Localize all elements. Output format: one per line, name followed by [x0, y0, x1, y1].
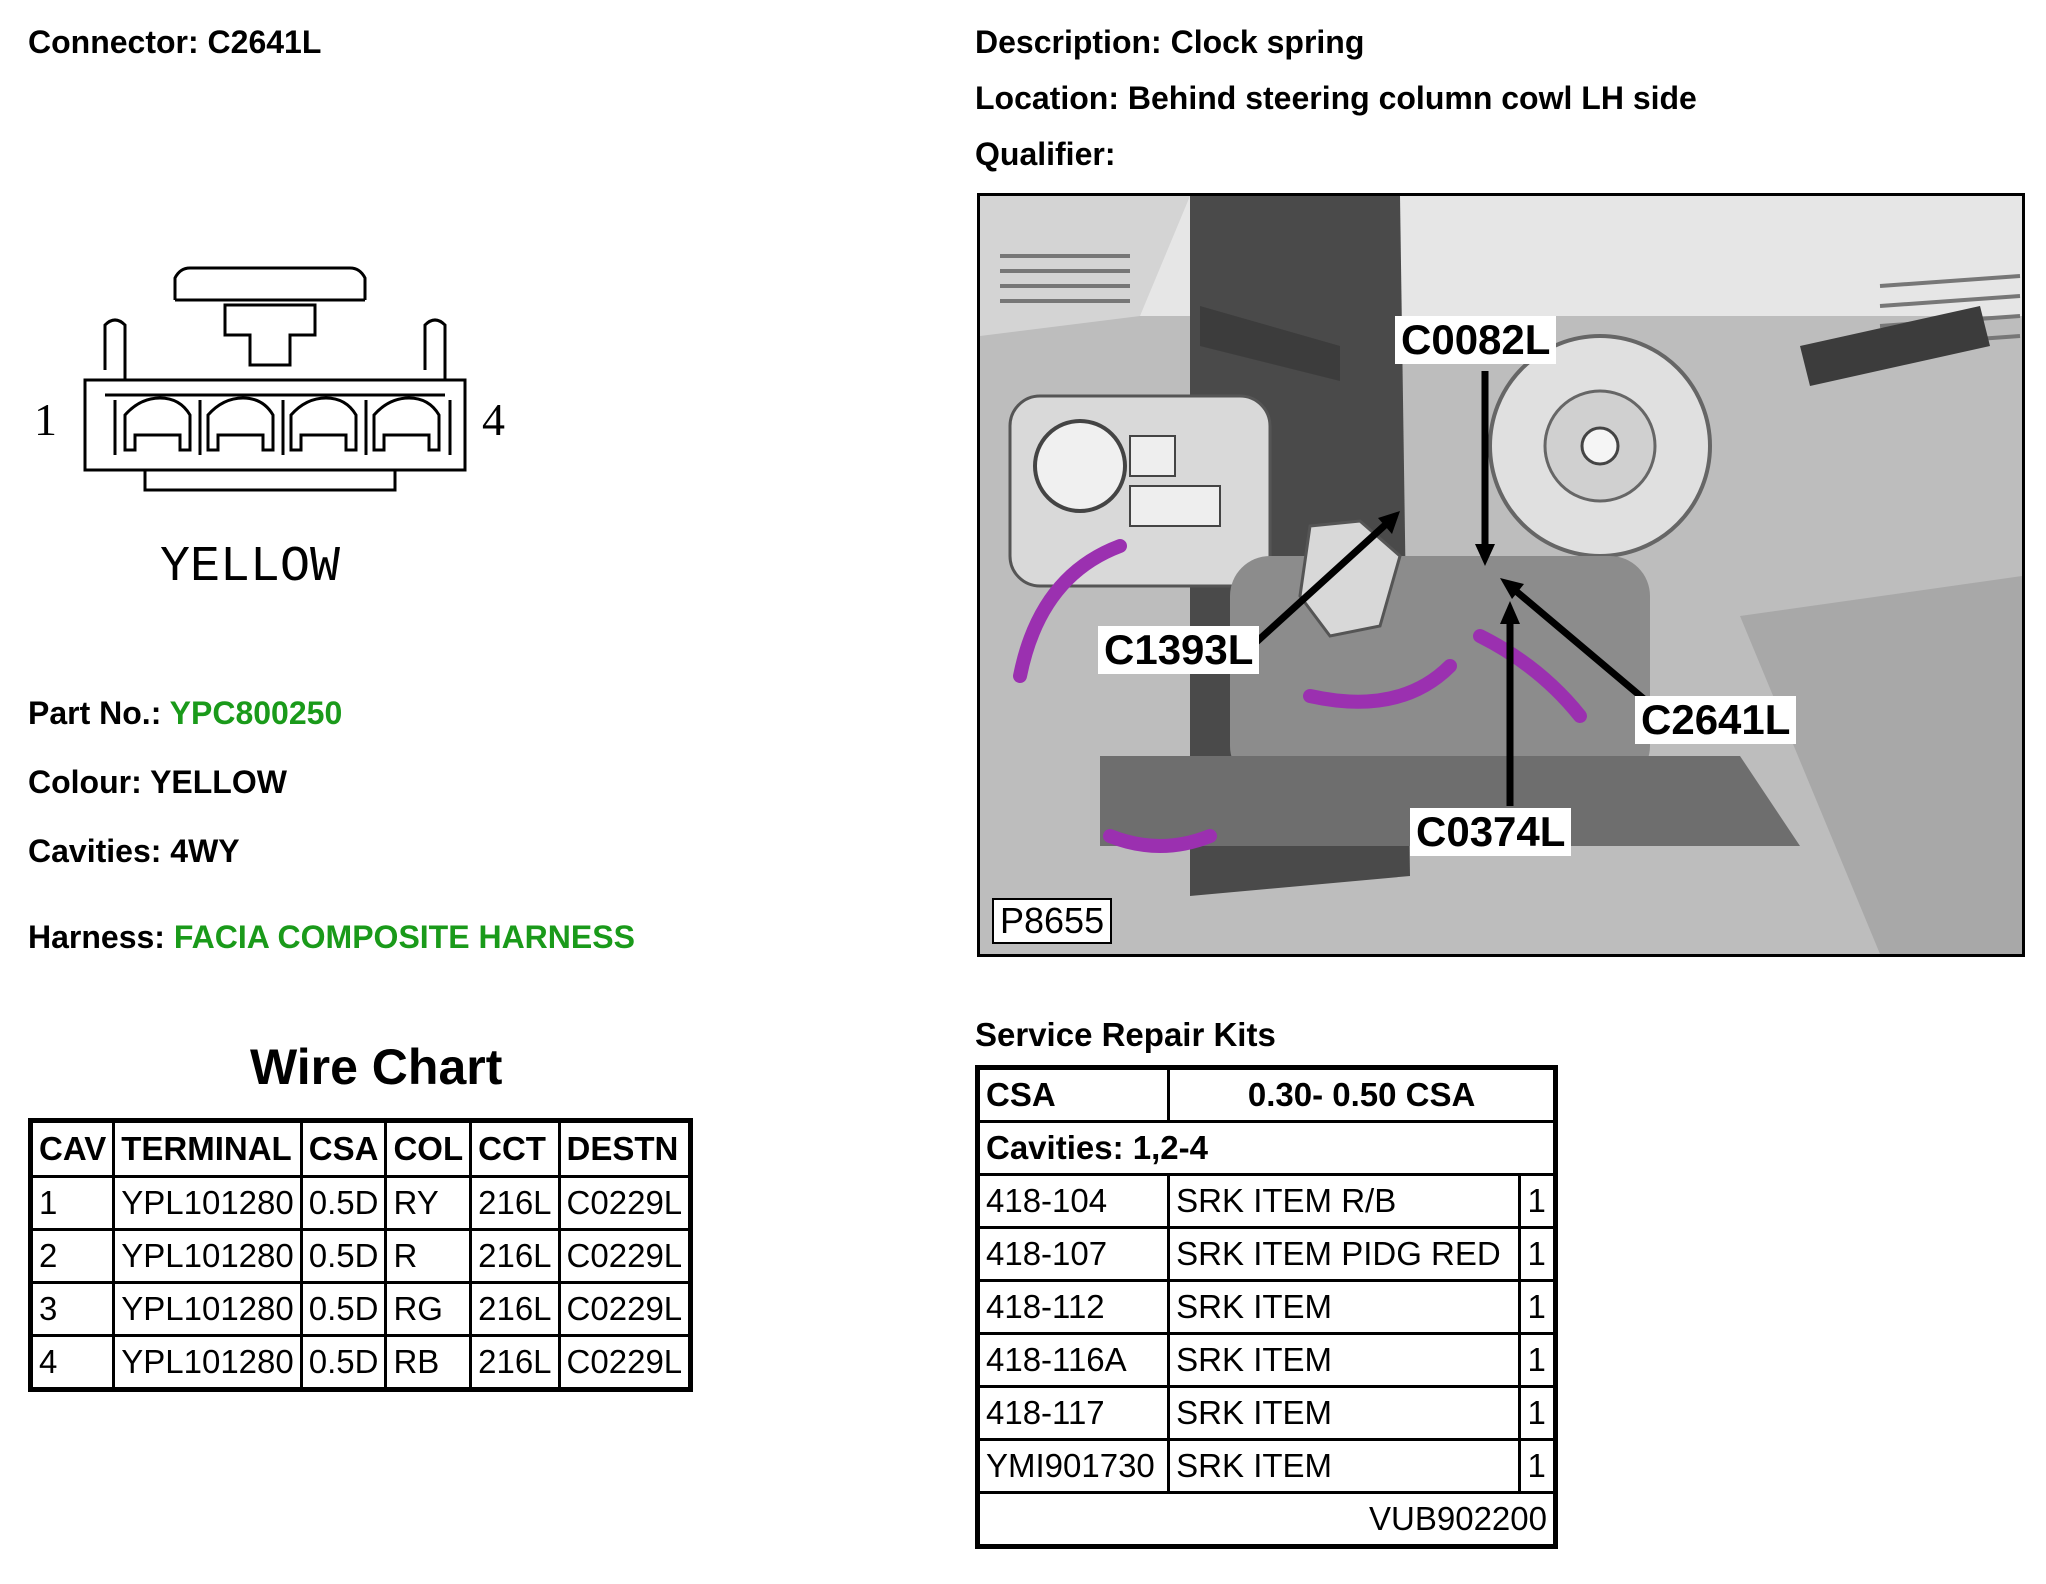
pin-4-label: 4	[482, 394, 505, 445]
connector-label: Connector:	[28, 24, 199, 60]
cell-cct: 216L	[471, 1230, 559, 1283]
cell-col: RY	[386, 1177, 471, 1230]
colour-value: YELLOW	[150, 764, 287, 800]
kit-quantity: 1	[1520, 1387, 1556, 1440]
callout-c2641l: C2641L	[1635, 696, 1796, 744]
cell-cav: 1	[31, 1177, 114, 1230]
kits-footer-code: VUB902200	[978, 1493, 1556, 1547]
table-row	[31, 1283, 691, 1336]
cell-col: RG	[386, 1283, 471, 1336]
service-kits-title: Service Repair Kits	[975, 1016, 1276, 1053]
header-csa: CSA	[301, 1121, 386, 1177]
pin-1-label: 1	[34, 394, 57, 445]
header-cav: CAV	[31, 1121, 114, 1177]
colour-label: Colour:	[28, 764, 142, 800]
kit-quantity: 1	[1520, 1228, 1556, 1281]
kit-description: SRK ITEM PIDG RED	[1169, 1228, 1520, 1281]
location-photo	[977, 193, 2025, 957]
kits-cavities-row	[978, 1122, 1556, 1175]
harness-link[interactable]: FACIA COMPOSITE HARNESS	[173, 919, 635, 955]
table-row	[978, 1281, 1556, 1334]
location-label: Location:	[975, 80, 1119, 116]
connector-heading	[28, 24, 321, 61]
cell-destn: C0229L	[559, 1283, 691, 1336]
harness-label: Harness:	[28, 919, 165, 955]
qualifier-line	[975, 136, 1115, 173]
qualifier-label: Qualifier:	[975, 136, 1116, 172]
cavities-value: 4WY	[170, 833, 240, 869]
part-number-line	[28, 695, 342, 732]
header-destn: DESTN	[559, 1121, 691, 1177]
colour-line	[28, 764, 287, 801]
kit-number: 418-116A	[978, 1334, 1169, 1387]
service-kits-table	[975, 1065, 1558, 1549]
cell-csa: 0.5D	[301, 1177, 386, 1230]
callout-c0374l: C0374L	[1410, 808, 1571, 856]
wire-chart-title: Wire Chart	[250, 1039, 503, 1095]
table-row	[978, 1440, 1556, 1493]
part-label: Part No.:	[28, 695, 162, 731]
kit-number: 418-112	[978, 1281, 1169, 1334]
cell-csa: 0.5D	[301, 1336, 386, 1390]
location-line	[975, 80, 1697, 117]
table-row	[978, 1334, 1556, 1387]
kit-description: SRK ITEM	[1169, 1281, 1520, 1334]
cell-cct: 216L	[471, 1283, 559, 1336]
wire-chart-table	[28, 1118, 693, 1392]
cell-destn: C0229L	[559, 1336, 691, 1390]
table-row	[31, 1230, 691, 1283]
cell-cav: 3	[31, 1283, 114, 1336]
csa-label: CSA	[978, 1068, 1169, 1122]
cell-cav: 4	[31, 1336, 114, 1390]
kit-description: SRK ITEM	[1169, 1440, 1520, 1493]
cell-cct: 216L	[471, 1336, 559, 1390]
kit-quantity: 1	[1520, 1281, 1556, 1334]
cell-terminal: YPL101280	[114, 1230, 302, 1283]
cell-cct: 216L	[471, 1177, 559, 1230]
kits-footer-row	[978, 1493, 1556, 1547]
cell-destn: C0229L	[559, 1230, 691, 1283]
cavities-line	[28, 833, 240, 870]
kit-quantity: 1	[1520, 1440, 1556, 1493]
part-number-link[interactable]: YPC800250	[169, 695, 343, 731]
table-row	[31, 1177, 691, 1230]
header-cct: CCT	[471, 1121, 559, 1177]
kit-description: SRK ITEM	[1169, 1334, 1520, 1387]
cell-csa: 0.5D	[301, 1230, 386, 1283]
csa-value: 0.30- 0.50 CSA	[1169, 1068, 1556, 1122]
table-row	[978, 1387, 1556, 1440]
description-line	[975, 24, 1364, 61]
cavities-label: Cavities:	[28, 833, 162, 869]
connector-face-drawing	[20, 250, 540, 610]
kit-description: SRK ITEM R/B	[1169, 1175, 1520, 1228]
kit-description: SRK ITEM	[1169, 1387, 1520, 1440]
cell-col: RB	[386, 1336, 471, 1390]
wire-chart-header-row	[31, 1121, 691, 1177]
kit-quantity: 1	[1520, 1175, 1556, 1228]
kit-quantity: 1	[1520, 1334, 1556, 1387]
header-col: COL	[386, 1121, 471, 1177]
connector-value: C2641L	[207, 24, 322, 60]
table-row	[978, 1228, 1556, 1281]
cell-csa: 0.5D	[301, 1283, 386, 1336]
table-row	[978, 1175, 1556, 1228]
callout-c0082l: C0082L	[1395, 316, 1556, 364]
cell-col: R	[386, 1230, 471, 1283]
colour-marking: YELLOW	[160, 539, 341, 596]
photo-reference-id: P8655	[992, 898, 1112, 944]
kits-csa-row	[978, 1068, 1556, 1122]
header-terminal: TERMINAL	[114, 1121, 302, 1177]
description-value: Clock spring	[1170, 24, 1365, 60]
callout-c1393l: C1393L	[1098, 626, 1259, 674]
cell-destn: C0229L	[559, 1177, 691, 1230]
kit-number: 418-117	[978, 1387, 1169, 1440]
harness-line	[28, 919, 635, 956]
cell-terminal: YPL101280	[114, 1177, 302, 1230]
description-label: Description:	[975, 24, 1162, 60]
cell-terminal: YPL101280	[114, 1283, 302, 1336]
kit-number: YMI901730	[978, 1440, 1169, 1493]
kit-number: 418-104	[978, 1175, 1169, 1228]
location-value: Behind steering column cowl LH side	[1127, 80, 1697, 116]
kits-cavities: Cavities: 1,2-4	[978, 1122, 1556, 1175]
cell-terminal: YPL101280	[114, 1336, 302, 1390]
table-row	[31, 1336, 691, 1390]
kit-number: 418-107	[978, 1228, 1169, 1281]
cell-cav: 2	[31, 1230, 114, 1283]
